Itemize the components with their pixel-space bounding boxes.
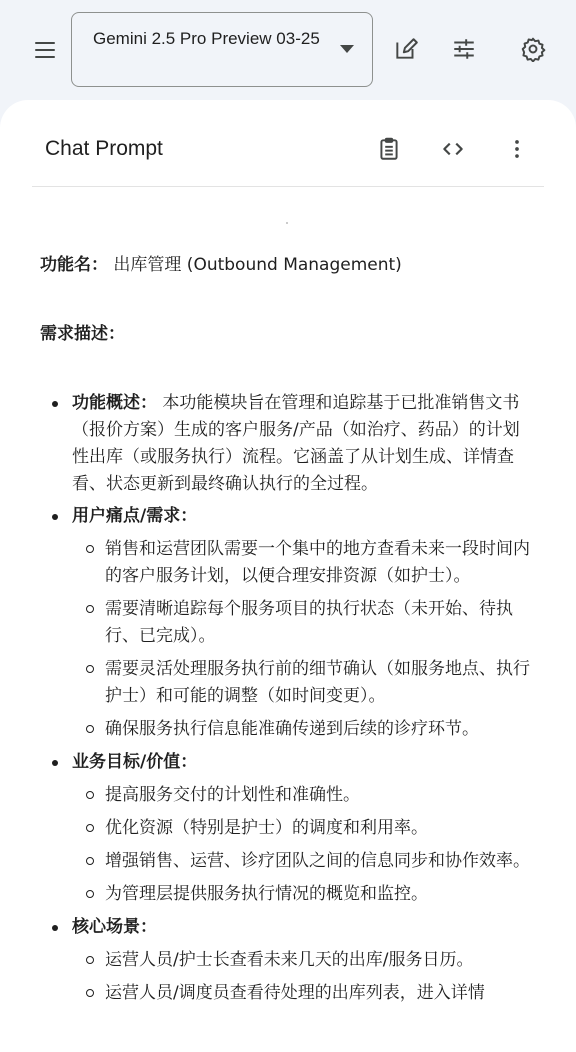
feature-name-line	[40, 252, 530, 279]
settings-gear-icon[interactable]	[520, 36, 546, 62]
model-selector[interactable]	[71, 12, 373, 87]
feature-name-value: 出库管理 (Outbound Management)	[108, 255, 402, 275]
code-icon[interactable]	[440, 136, 466, 162]
model-name: Gemini 2.5 Pro Preview 03-25	[93, 29, 320, 48]
top-bar	[0, 0, 576, 100]
header-divider	[32, 186, 544, 187]
list-item: 需要清晰追踪每个服务项目的执行状态（未开始、待执行、已完成）。	[72, 596, 530, 650]
list-item: 优化资源（特别是护士）的调度和利用率。	[72, 815, 530, 842]
scroll-indicator	[286, 222, 288, 224]
list-item: 运营人员/护士长查看未来几天的出库/服务日历。	[72, 947, 530, 974]
list-item: 提高服务交付的计划性和准确性。	[72, 782, 530, 809]
list-item: 运营人员/调度员查看待处理的出库列表，进入详情	[72, 980, 530, 1007]
list-item: 销售和运营团队需要一个集中的地方查看未来一段时间内的客户服务计划，以便合理安排资源（如护士）。	[72, 536, 530, 590]
list-item-pain-points: 用户痛点/需求： 销售和运营团队需要一个集中的地方查看未来一段时间内的客户服务计划，以便合理安排资源（如护士）。 需要清晰追踪每个服务项目的执行状态（未开始、待执行、已完成）。 需要灵活处理服务执行前的细节确认（如服务地点、执行护士）和可能的调整（如时间变更）。 确保服务执行信息能准确传递到后续的诊疗环节。	[40, 503, 530, 743]
list-item-core-scenarios: 核心场景： 运营人员/护士长查看未来几天的出库/服务日历。 运营人员/调度员查看待处理的出库列表，进入详情	[40, 914, 530, 1007]
requirements-heading: 需求描述：	[40, 324, 125, 344]
core-scenarios-sublist	[72, 947, 530, 1007]
list-item-business-goals: 业务目标/价值： 提高服务交付的计划性和准确性。 优化资源（特别是护士）的调度和利用率。 增强销售、运营、诊疗团队之间的信息同步和协作效率。 为管理层提供服务执行情况的概览和监控。	[40, 749, 530, 908]
tune-icon[interactable]	[451, 36, 477, 62]
more-options-icon[interactable]	[504, 136, 530, 162]
chat-prompt-panel	[0, 100, 576, 1052]
pain-points-sublist	[72, 536, 530, 743]
requirements-list	[40, 390, 530, 1007]
list-item: 确保服务执行信息能准确传递到后续的诊疗环节。	[72, 716, 530, 743]
feature-name-label: 功能名：	[40, 255, 108, 275]
list-item: 需要灵活处理服务执行前的细节确认（如服务地点、执行护士）和可能的调整（如时间变更）。	[72, 656, 530, 710]
edit-icon[interactable]	[393, 36, 419, 62]
business-goals-sublist	[72, 782, 530, 908]
dropdown-caret-icon	[340, 45, 354, 53]
list-item: 为管理层提供服务执行情况的概览和监控。	[72, 881, 530, 908]
panel-title: Chat Prompt	[45, 137, 163, 160]
prompt-content	[40, 252, 530, 1013]
list-item: 增强销售、运营、诊疗团队之间的信息同步和协作效率。	[72, 848, 530, 875]
clipboard-icon[interactable]	[376, 136, 402, 162]
list-item-overview: 功能概述： 本功能模块旨在管理和追踪基于已批准销售文书（报价方案）生成的客户服务/产品（如治疗、药品）的计划性出库（或服务执行）流程。它涵盖了从计划生成、详情查看、状态更新到最终确认执行的全过程。	[40, 390, 530, 498]
menu-icon[interactable]	[30, 38, 60, 62]
